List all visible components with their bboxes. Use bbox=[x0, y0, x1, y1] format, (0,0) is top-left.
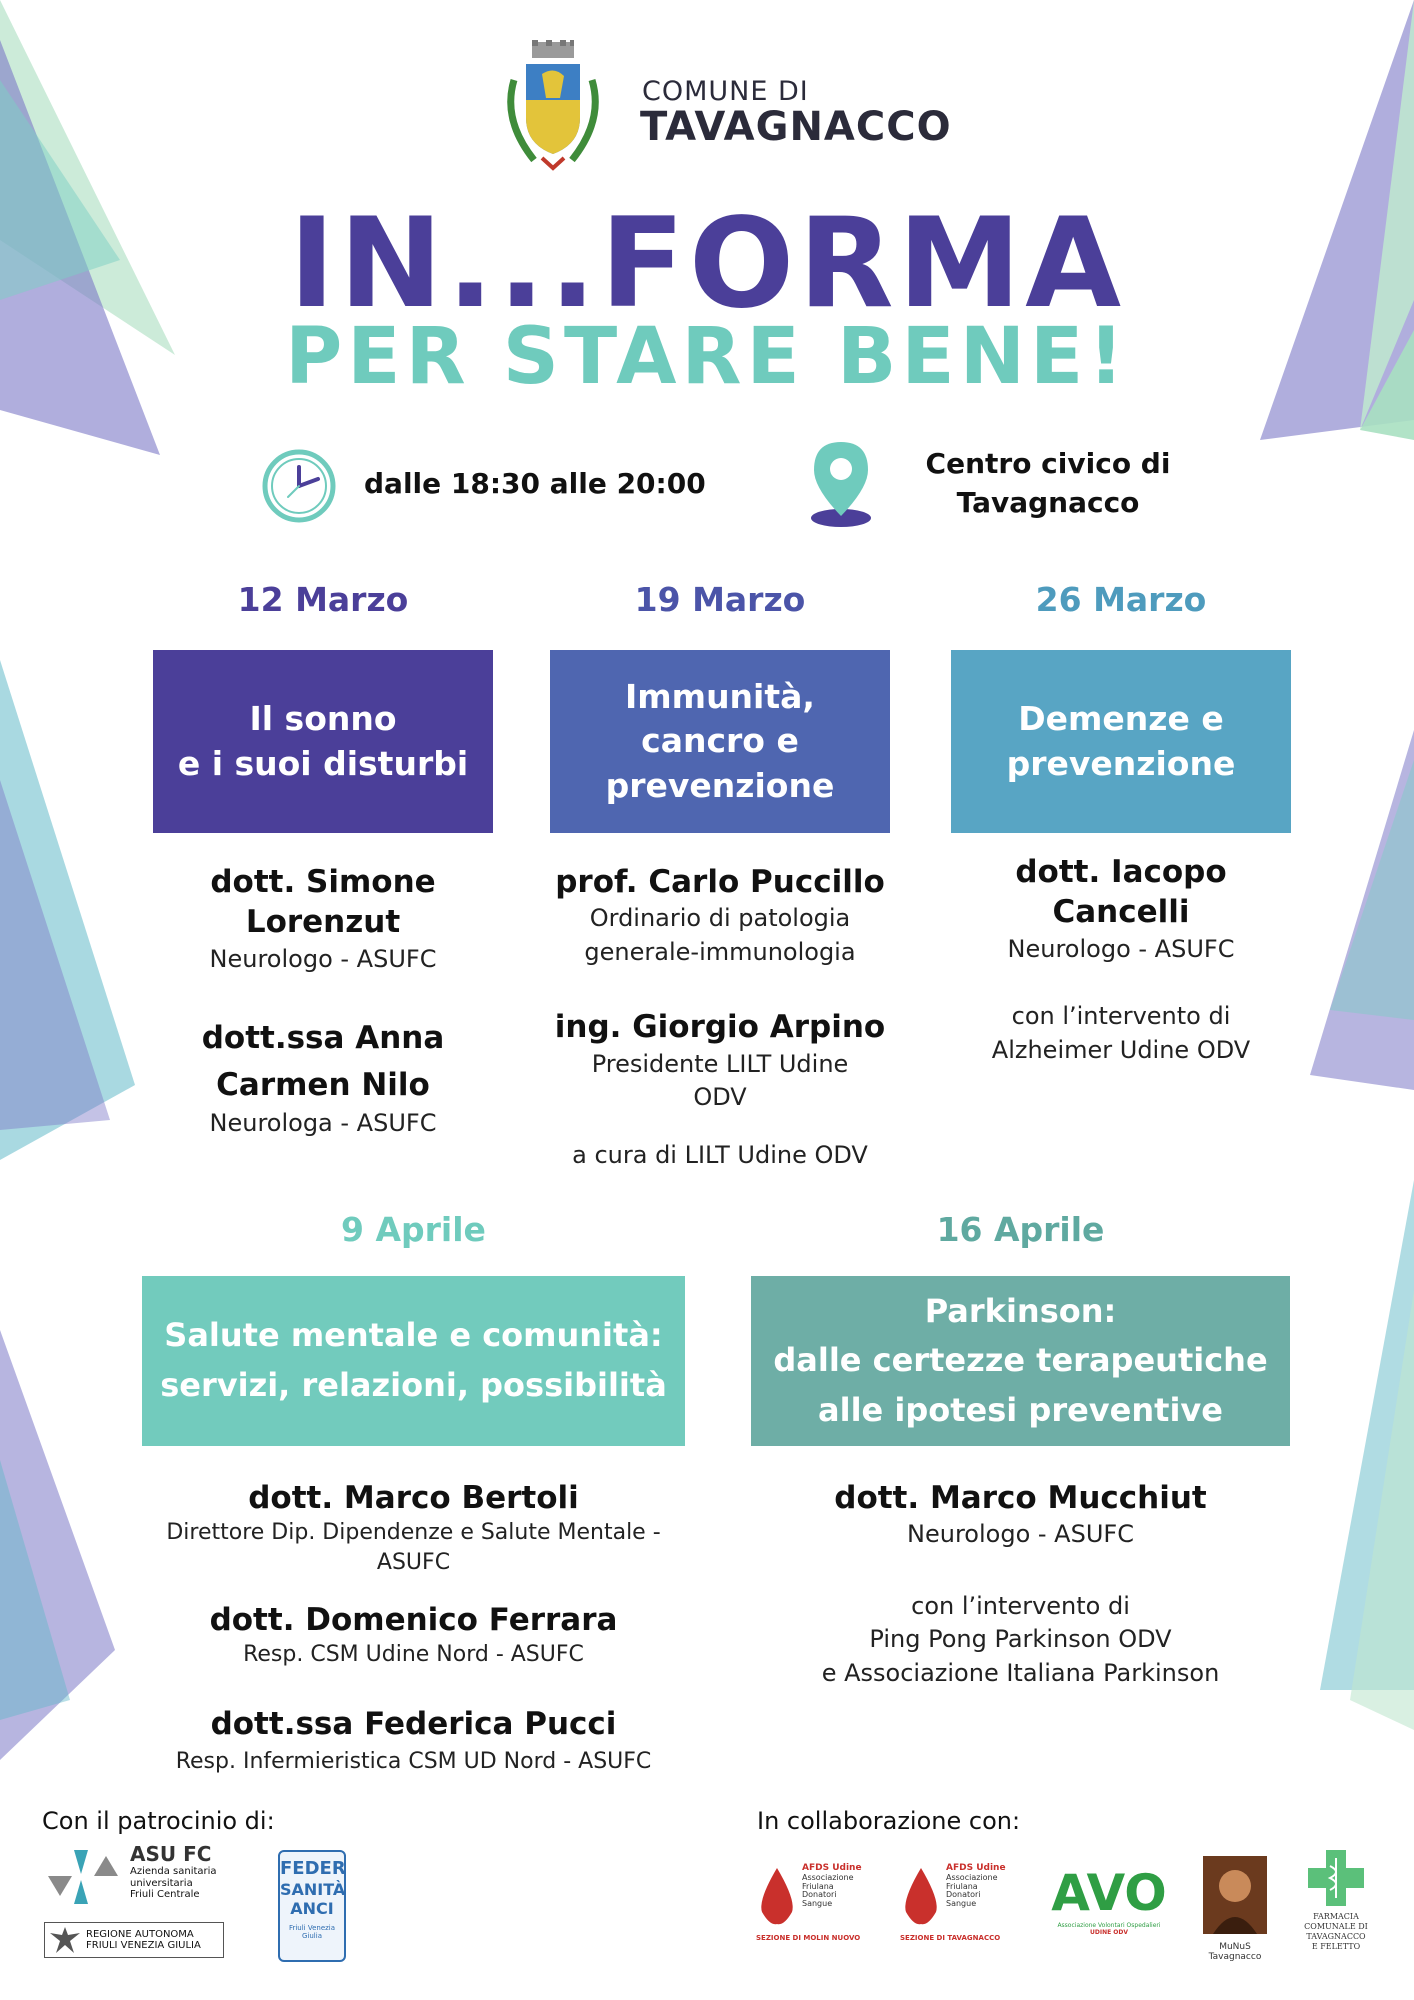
topic-line: Immunità, bbox=[625, 676, 815, 716]
location-pin-icon bbox=[808, 440, 874, 530]
event-note: Ping Pong Parkinson ODV bbox=[869, 1625, 1172, 1654]
topic-box-sonno bbox=[153, 650, 493, 833]
afds-line: AFDS Udine bbox=[802, 1863, 862, 1873]
event-note: a cura di LILT Udine ODV bbox=[572, 1140, 868, 1169]
speaker-name: ing. Giorgio Arpino bbox=[554, 1009, 886, 1046]
comune-label: COMUNE DI bbox=[642, 76, 809, 107]
speaker-role: Neurologo - ASUFC bbox=[209, 944, 437, 973]
event-note: e Associazione Italiana Parkinson bbox=[821, 1659, 1220, 1688]
speaker-name: Cancelli bbox=[1052, 894, 1190, 931]
event-date-26-marzo: 26 Marzo bbox=[1035, 580, 1207, 619]
avo-title: AVO bbox=[1051, 1864, 1167, 1922]
federsanita-line: ANCI bbox=[290, 1898, 334, 1918]
asufc-line: universitaria bbox=[130, 1877, 193, 1889]
speaker-role: Resp. CSM Udine Nord - ASUFC bbox=[243, 1641, 584, 1667]
farmacia-logo bbox=[1296, 1850, 1376, 1952]
speaker-name: dott.ssa Anna bbox=[201, 1020, 445, 1057]
farmacia-line: TAVAGNACCO bbox=[1306, 1932, 1366, 1941]
comune-name: TAVAGNACCO bbox=[640, 104, 952, 150]
location-line-1: Centro civico di bbox=[925, 447, 1171, 480]
event-note: con l’intervento di bbox=[1011, 1002, 1231, 1031]
patrocinio-label: Con il patrocinio di: bbox=[42, 1807, 275, 1835]
regione-line: FRIULI VENEZIA GIULIA bbox=[86, 1940, 201, 1951]
farmacia-line: E FELETTO bbox=[1311, 1942, 1361, 1951]
topic-line: servizi, relazioni, possibilità bbox=[160, 1366, 667, 1404]
farmacia-line: COMUNALE DI bbox=[1304, 1922, 1368, 1931]
speaker-name: Lorenzut bbox=[245, 904, 401, 941]
speakers-event-4 bbox=[132, 1478, 695, 1779]
speaker-role: Neurologa - ASUFC bbox=[209, 1109, 437, 1138]
federsanita-sub: Friuli Venezia Giulia bbox=[288, 1923, 336, 1941]
speaker-name: dott. Iacopo bbox=[1015, 854, 1227, 890]
afds-tavagnacco-logo bbox=[900, 1862, 1020, 1947]
avo-sub: Associazione Volontari Ospedalieri bbox=[1057, 1922, 1161, 1929]
topic-line: Parkinson: bbox=[924, 1291, 1117, 1330]
event-date-19-marzo: 19 Marzo bbox=[634, 580, 806, 619]
speaker-role: Direttore Dip. Dipendenze e Salute Mentale - bbox=[166, 1520, 661, 1546]
asufc-title: ASU FC bbox=[130, 1842, 212, 1866]
federsanita-line: FEDER bbox=[280, 1858, 346, 1879]
afds-line: Sangue bbox=[802, 1899, 833, 1909]
eagle-icon bbox=[48, 1925, 82, 1955]
speaker-role: generale-immunologia bbox=[584, 937, 856, 966]
pharmacy-cross-icon bbox=[1308, 1850, 1364, 1906]
topic-box-salute-mentale bbox=[142, 1276, 685, 1446]
speaker-role: Ordinario di patologia bbox=[589, 904, 851, 933]
asufc-line: Friuli Centrale bbox=[130, 1889, 200, 1900]
topic-line: alle ipotesi preventive bbox=[818, 1390, 1223, 1429]
afds-line: Donatori bbox=[946, 1890, 981, 1900]
asufc-logo-icon bbox=[44, 1846, 122, 1908]
blood-drop-icon bbox=[756, 1866, 798, 1926]
topic-line: Il sonno bbox=[249, 698, 397, 738]
topic-line: e i suoi disturbi bbox=[177, 743, 469, 783]
avo-sub2: UDINE ODV bbox=[1089, 1929, 1129, 1936]
event-location bbox=[900, 444, 1196, 522]
topic-box-immunita bbox=[550, 650, 890, 833]
topic-box-parkinson bbox=[751, 1276, 1290, 1446]
munus-label: MuNuS Tavagnacco bbox=[1208, 1942, 1262, 1962]
topic-line: prevenzione bbox=[1006, 743, 1236, 783]
avo-logo bbox=[1046, 1864, 1172, 1936]
event-time: dalle 18:30 alle 20:00 bbox=[364, 467, 706, 500]
speaker-role: Resp. Infermieristica CSM UD Nord - ASUFC bbox=[175, 1748, 652, 1774]
speakers-event-5 bbox=[751, 1478, 1290, 1691]
asufc-line: Azienda sanitaria bbox=[130, 1866, 217, 1877]
speakers-event-2 bbox=[540, 862, 900, 1173]
afds-line: Donatori bbox=[802, 1890, 837, 1900]
speaker-name: dott. Marco Bertoli bbox=[248, 1480, 579, 1516]
blood-drop-icon bbox=[900, 1866, 942, 1926]
speaker-role: Presidente LILT Udine bbox=[591, 1049, 849, 1078]
topic-line: prevenzione bbox=[605, 765, 835, 805]
speaker-name: dott.ssa Federica Pucci bbox=[210, 1705, 617, 1742]
event-note: con l’intervento di bbox=[911, 1591, 1130, 1620]
afds-line: Associazione bbox=[946, 1872, 998, 1882]
speakers-event-3 bbox=[951, 852, 1291, 1067]
topic-line: cancro e bbox=[641, 721, 799, 761]
event-title: IN...FORMA bbox=[288, 192, 1126, 336]
federsanita-line: SANITÀ bbox=[280, 1879, 346, 1899]
topic-line: Demenze e bbox=[1018, 698, 1224, 738]
speaker-role: ASUFC bbox=[376, 1549, 451, 1575]
regione-line: REGIONE AUTONOMA bbox=[86, 1928, 194, 1940]
speaker-role: Neurologo - ASUFC bbox=[1007, 934, 1235, 963]
afds-line: Sangue bbox=[946, 1899, 977, 1909]
munus-logo bbox=[1200, 1856, 1270, 1962]
collaborazione-label: In collaborazione con: bbox=[757, 1807, 1021, 1835]
speaker-role: ODV bbox=[693, 1083, 747, 1112]
topic-line: dalle certezze terapeutiche bbox=[773, 1341, 1268, 1380]
afds-line: Friulana bbox=[802, 1881, 834, 1891]
farmacia-line: FARMACIA bbox=[1313, 1912, 1359, 1921]
afds-line: Associazione bbox=[802, 1872, 854, 1882]
topic-box-demenze bbox=[951, 650, 1291, 833]
event-date-16-aprile: 16 Aprile bbox=[936, 1210, 1105, 1249]
afds-section: SEZIONE DI MOLIN NUOVO bbox=[756, 1934, 861, 1942]
asufc-logo bbox=[130, 1842, 240, 1901]
comune-crest-logo bbox=[494, 40, 612, 180]
speakers-event-1 bbox=[153, 862, 493, 1141]
event-date-12-marzo: 12 Marzo bbox=[237, 580, 409, 619]
speaker-name: dott. Domenico Ferrara bbox=[209, 1601, 618, 1638]
afds-section: SEZIONE DI TAVAGNACCO bbox=[900, 1934, 1001, 1942]
afds-line: Friulana bbox=[946, 1881, 978, 1891]
event-note: Alzheimer Udine ODV bbox=[991, 1035, 1251, 1064]
event-subtitle: PER STARE BENE! bbox=[285, 312, 1129, 402]
speaker-name: prof. Carlo Puccillo bbox=[555, 864, 885, 900]
speaker-role: Neurologo - ASUFC bbox=[907, 1520, 1134, 1549]
clock-icon bbox=[260, 447, 338, 525]
event-date-9-aprile: 9 Aprile bbox=[341, 1210, 486, 1249]
location-line-2: Tavagnacco bbox=[956, 486, 1140, 520]
speaker-name: dott. Marco Mucchiut bbox=[834, 1480, 1207, 1516]
topic-line: Salute mentale e comunità: bbox=[164, 1316, 663, 1355]
portrait-icon bbox=[1203, 1856, 1267, 1934]
afds-line: AFDS Udine bbox=[946, 1863, 1006, 1873]
regione-fvg-logo bbox=[44, 1922, 224, 1958]
federsanita-anci-logo bbox=[278, 1850, 346, 1962]
speaker-name: Carmen Nilo bbox=[216, 1066, 430, 1103]
speaker-name: dott. Simone bbox=[210, 864, 436, 900]
afds-molin-nuovo-logo bbox=[756, 1862, 876, 1947]
